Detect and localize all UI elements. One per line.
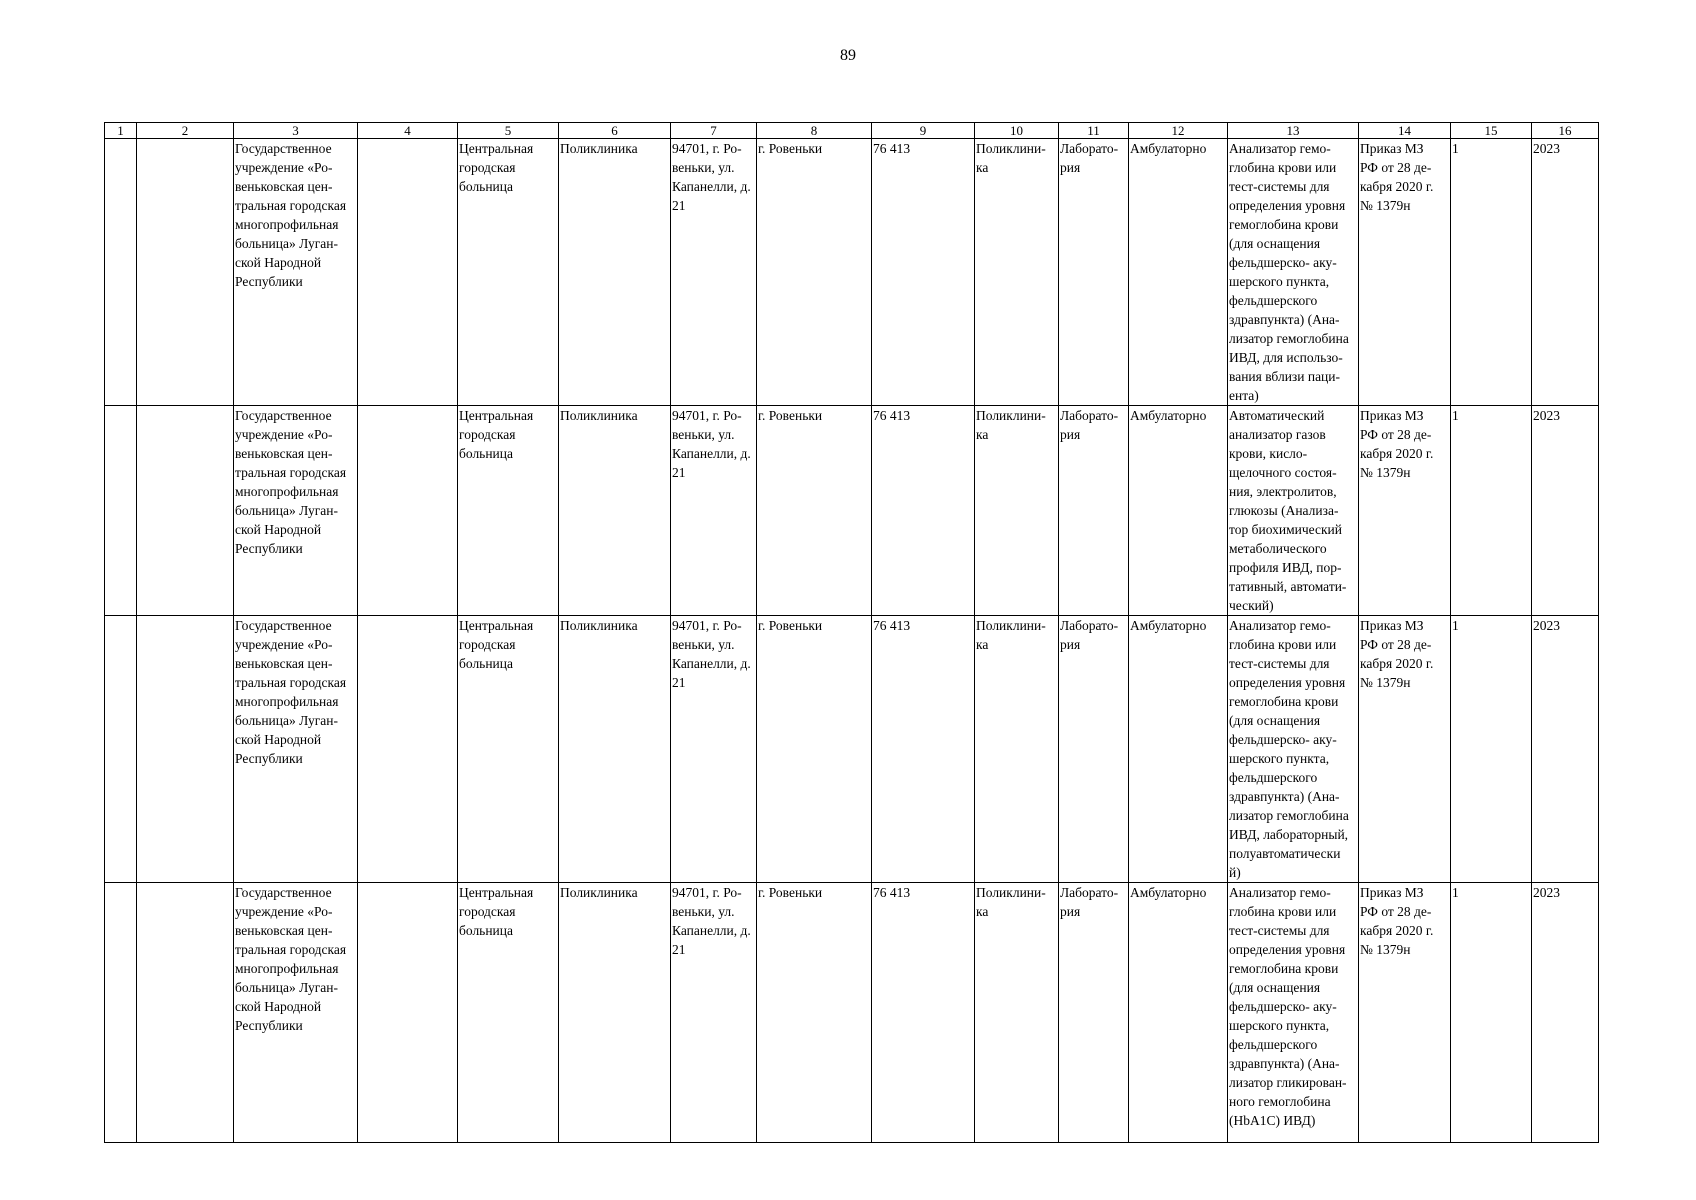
cell-care-form: Амбулаторно bbox=[1129, 406, 1228, 616]
cell-unit: Поликлини- ка bbox=[975, 139, 1059, 406]
page-number: 89 bbox=[840, 47, 856, 64]
column-header: 11 bbox=[1059, 123, 1129, 139]
column-header: 13 bbox=[1228, 123, 1359, 139]
cell-department: Лаборато- рия bbox=[1059, 883, 1129, 1143]
cell-population: 76 413 bbox=[872, 883, 975, 1143]
cell-hospital-type: Центральная городская больница bbox=[458, 139, 559, 406]
cell-address: 94701, г. Ро- веньки, ул. Капанелли, д. 21 bbox=[671, 616, 757, 883]
cell-address: 94701, г. Ро- веньки, ул. Капанелли, д. 21 bbox=[671, 139, 757, 406]
cell-division: Поликлиника bbox=[559, 406, 671, 616]
cell-equipment: Анализатор гемо- глобина крови или тест-системы для определения уровня гемоглобина крови (для оснащения фельдшерско- аку- шерского пункта, фельдшерского здравпункта) (Ана- лизатор гемоглобина ИВД, лабораторный, полуавтоматически й) bbox=[1228, 616, 1359, 883]
column-header: 14 bbox=[1359, 123, 1451, 139]
cell-col2 bbox=[137, 616, 234, 883]
cell-department: Лаборато- рия bbox=[1059, 406, 1129, 616]
cell-department: Лаборато- рия bbox=[1059, 139, 1129, 406]
cell-col1 bbox=[105, 406, 137, 616]
cell-col4 bbox=[358, 406, 458, 616]
cell-col2 bbox=[137, 139, 234, 406]
cell-col1 bbox=[105, 139, 137, 406]
cell-order: Приказ МЗ РФ от 28 де- кабря 2020 г. № 1379н bbox=[1359, 883, 1451, 1143]
cell-unit: Поликлини- ка bbox=[975, 883, 1059, 1143]
column-header: 2 bbox=[137, 123, 234, 139]
cell-institution: Государственное учреждение «Ро- веньковская цен- тральная городская многопрофильная больница» Луган- ской Народной Республики bbox=[234, 139, 358, 406]
cell-hospital-type: Центральная городская больница bbox=[458, 406, 559, 616]
column-header: 10 bbox=[975, 123, 1059, 139]
cell-address: 94701, г. Ро- веньки, ул. Капанелли, д. 21 bbox=[671, 406, 757, 616]
column-header: 15 bbox=[1451, 123, 1532, 139]
cell-col1 bbox=[105, 883, 137, 1143]
cell-care-form: Амбулаторно bbox=[1129, 883, 1228, 1143]
cell-division: Поликлиника bbox=[559, 883, 671, 1143]
cell-city: г. Ровеньки bbox=[757, 139, 872, 406]
cell-year: 2023 bbox=[1532, 139, 1599, 406]
table-row bbox=[105, 406, 1599, 616]
table-row bbox=[105, 139, 1599, 406]
cell-equipment: Автоматический анализатор газов крови, кисло- щелочного состоя- ния, электролитов, глюкозы (Анализа- тор биохимический метаболического профиля ИВД, пор- тативный, автомати- ческий) bbox=[1228, 406, 1359, 616]
cell-city: г. Ровеньки bbox=[757, 406, 872, 616]
column-header: 7 bbox=[671, 123, 757, 139]
cell-equipment: Анализатор гемо- глобина крови или тест-системы для определения уровня гемоглобина крови (для оснащения фельдшерско- аку- шерского пункта, фельдшерского здравпункта) (Ана- лизатор гликирован- ного гемоглобина (HbA1C) ИВД) bbox=[1228, 883, 1359, 1143]
cell-quantity: 1 bbox=[1451, 406, 1532, 616]
cell-care-form: Амбулаторно bbox=[1129, 139, 1228, 406]
column-number-row bbox=[105, 123, 1599, 139]
column-header: 12 bbox=[1129, 123, 1228, 139]
cell-population: 76 413 bbox=[872, 139, 975, 406]
cell-year: 2023 bbox=[1532, 616, 1599, 883]
column-header: 8 bbox=[757, 123, 872, 139]
cell-year: 2023 bbox=[1532, 406, 1599, 616]
cell-division: Поликлиника bbox=[559, 616, 671, 883]
cell-division: Поликлиника bbox=[559, 139, 671, 406]
column-header: 16 bbox=[1532, 123, 1599, 139]
cell-order: Приказ МЗ РФ от 28 де- кабря 2020 г. № 1379н bbox=[1359, 406, 1451, 616]
cell-equipment: Анализатор гемо- глобина крови или тест-системы для определения уровня гемоглобина крови (для оснащения фельдшерско- аку- шерского пункта, фельдшерского здравпункта) (Ана- лизатор гемоглобина ИВД, для использо- вания вблизи паци- ента) bbox=[1228, 139, 1359, 406]
table-row bbox=[105, 883, 1599, 1143]
cell-col4 bbox=[358, 139, 458, 406]
cell-city: г. Ровеньки bbox=[757, 616, 872, 883]
column-header: 1 bbox=[105, 123, 137, 139]
cell-col2 bbox=[137, 406, 234, 616]
column-header: 3 bbox=[234, 123, 358, 139]
cell-population: 76 413 bbox=[872, 616, 975, 883]
cell-care-form: Амбулаторно bbox=[1129, 616, 1228, 883]
cell-institution: Государственное учреждение «Ро- веньковская цен- тральная городская многопрофильная больница» Луган- ской Народной Республики bbox=[234, 616, 358, 883]
cell-quantity: 1 bbox=[1451, 139, 1532, 406]
cell-department: Лаборато- рия bbox=[1059, 616, 1129, 883]
cell-hospital-type: Центральная городская больница bbox=[458, 883, 559, 1143]
column-header: 9 bbox=[872, 123, 975, 139]
cell-col2 bbox=[137, 883, 234, 1143]
data-table bbox=[104, 122, 1599, 1143]
cell-col4 bbox=[358, 883, 458, 1143]
cell-institution: Государственное учреждение «Ро- веньковская цен- тральная городская многопрофильная больница» Луган- ской Народной Республики bbox=[234, 406, 358, 616]
cell-col1 bbox=[105, 616, 137, 883]
column-header: 5 bbox=[458, 123, 559, 139]
cell-unit: Поликлини- ка bbox=[975, 406, 1059, 616]
cell-hospital-type: Центральная городская больница bbox=[458, 616, 559, 883]
cell-order: Приказ МЗ РФ от 28 де- кабря 2020 г. № 1379н bbox=[1359, 139, 1451, 406]
cell-quantity: 1 bbox=[1451, 883, 1532, 1143]
cell-unit: Поликлини- ка bbox=[975, 616, 1059, 883]
column-header: 6 bbox=[559, 123, 671, 139]
cell-population: 76 413 bbox=[872, 406, 975, 616]
cell-year: 2023 bbox=[1532, 883, 1599, 1143]
cell-order: Приказ МЗ РФ от 28 де- кабря 2020 г. № 1379н bbox=[1359, 616, 1451, 883]
cell-institution: Государственное учреждение «Ро- веньковская цен- тральная городская многопрофильная больница» Луган- ской Народной Республики bbox=[234, 883, 358, 1143]
cell-address: 94701, г. Ро- веньки, ул. Капанелли, д. 21 bbox=[671, 883, 757, 1143]
table-row bbox=[105, 616, 1599, 883]
cell-col4 bbox=[358, 616, 458, 883]
cell-quantity: 1 bbox=[1451, 616, 1532, 883]
column-header: 4 bbox=[358, 123, 458, 139]
cell-city: г. Ровеньки bbox=[757, 883, 872, 1143]
